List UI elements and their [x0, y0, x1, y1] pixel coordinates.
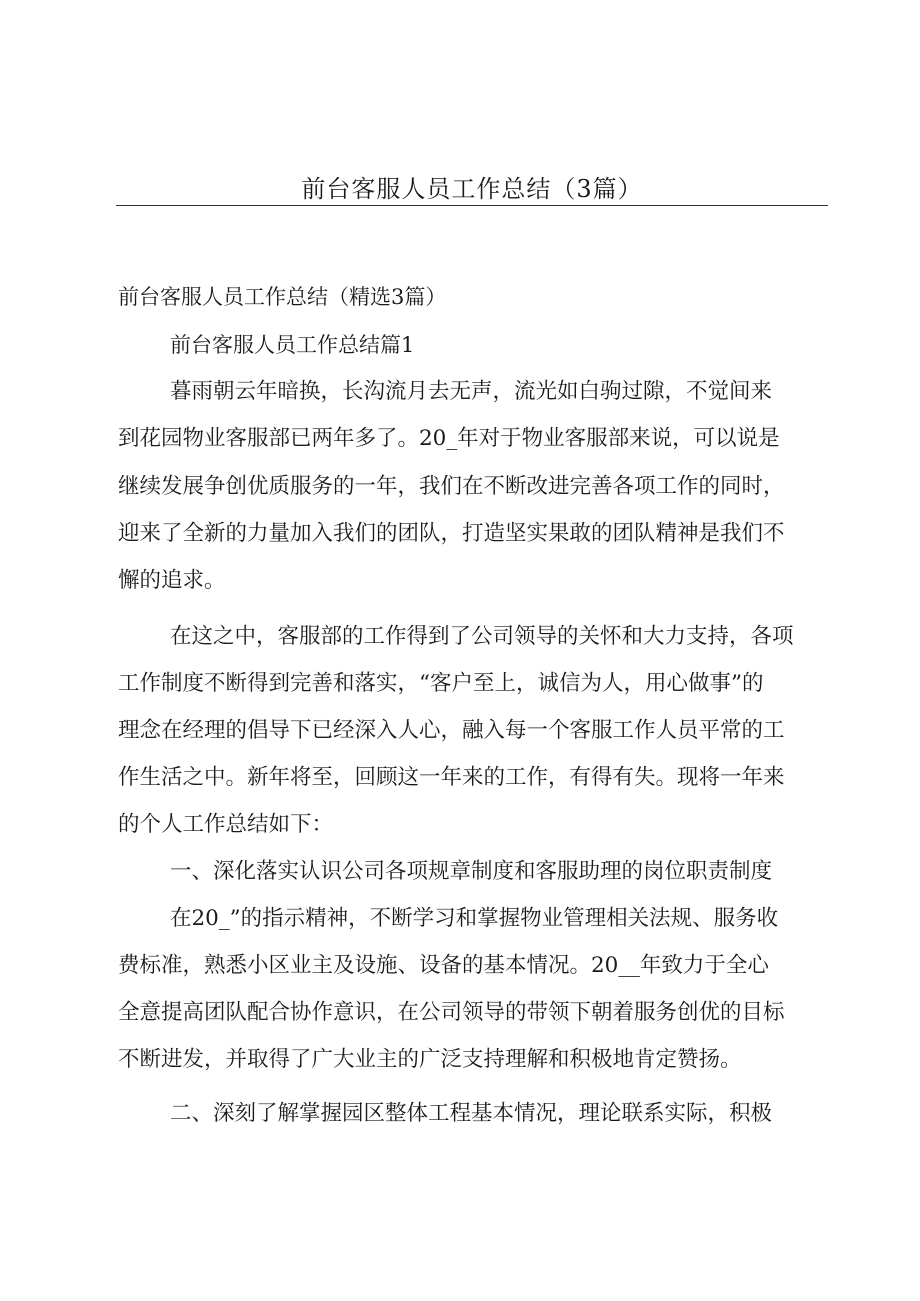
paragraph-line: 在20_”的指示精神，不断学习和掌握物业管理相关法规、服务收	[170, 906, 779, 931]
document-title: 前台客服人员工作总结（3篇）	[301, 175, 643, 203]
paragraph-line: 工作制度不断得到完善和落实，“客户至上，诚信为人，用心做事”的	[118, 671, 764, 696]
paragraph-line: 懈的追求。	[118, 568, 226, 593]
paragraph-line: 费标准，熟悉小区业主及设施、设备的基本情况。20__年致力于全心	[118, 953, 769, 978]
paragraph-line: 一、深化落实认识公司各项规章制度和客服助理的岗位职责制度	[170, 859, 773, 884]
section-heading: 前台客服人员工作总结篇1	[170, 333, 415, 357]
document-subtitle: 前台客服人员工作总结（精选3篇）	[118, 285, 447, 309]
paragraph-line: 到花园物业客服部已两年多了。20_年对于物业客服部来说，可以说是	[118, 426, 780, 451]
title-divider	[116, 205, 828, 206]
paragraph-line: 理念在经理的倡导下已经深入人心，融入每一个客服工作人员平常的工	[118, 718, 785, 743]
paragraph-line: 继续发展争创优质服务的一年，我们在不断改进完善各项工作的同时，	[118, 474, 785, 499]
paragraph-line: 不断进发，并取得了广大业主的广泛支持理解和积极地肯定赞扬。	[118, 1047, 742, 1072]
paragraph-line: 在这之中，客服部的工作得到了公司领导的关怀和大力支持，各项	[170, 624, 794, 649]
paragraph-line: 全意提高团队配合协作意识，在公司领导的带领下朝着服务创优的目标	[118, 1000, 785, 1025]
paragraph-line: 暮雨朝云年暗换，长沟流月去无声，流光如白驹过隙，不觉间来	[170, 379, 773, 404]
paragraph-line: 迎来了全新的力量加入我们的团队，打造坚实果敢的团队精神是我们不	[118, 521, 785, 546]
paragraph-line: 二、深刻了解掌握园区整体工程基本情况，理论联系实际，积极	[170, 1101, 773, 1126]
paragraph-line: 作生活之中。新年将至，回顾这一年来的工作，有得有失。现将一年来	[118, 765, 785, 790]
paragraph-line: 的个人工作总结如下：	[118, 812, 334, 837]
